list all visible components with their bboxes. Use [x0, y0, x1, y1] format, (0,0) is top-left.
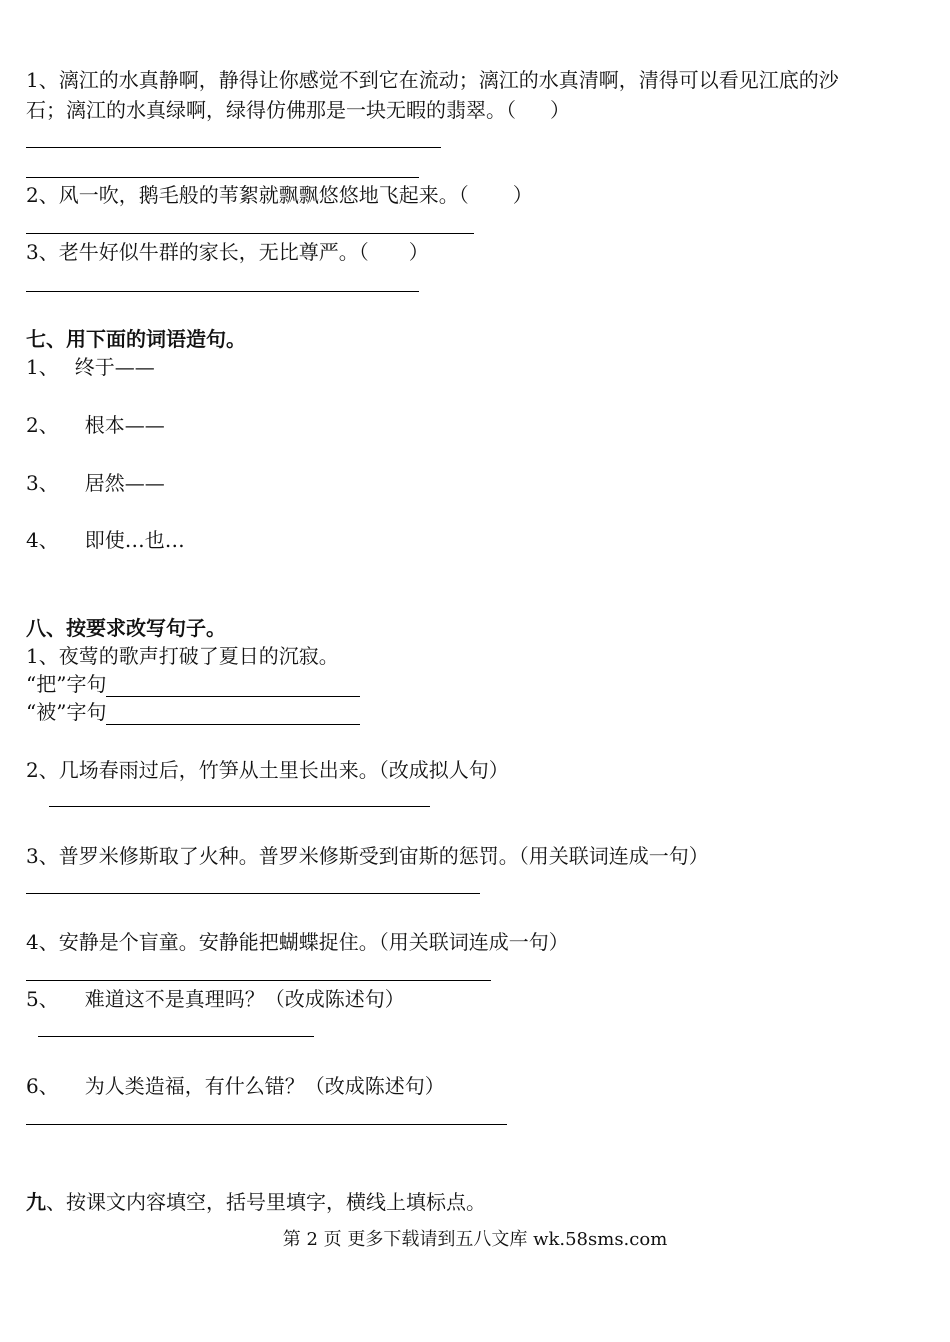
answer-line[interactable]: [26, 233, 474, 234]
sec6-q2: [26, 182, 533, 208]
ba-label: “把”字句: [26, 672, 107, 696]
item-word: 根本——: [84, 413, 165, 437]
answer-paren-open: （: [506, 98, 516, 122]
sec6-q3-text: 3、老牛好似牛群的家长，无比尊严。: [26, 240, 359, 264]
item-number: 2、: [26, 413, 59, 437]
answer-line[interactable]: [26, 177, 419, 178]
sec8-q6-text: 为人类造福，有什么错？（改成陈述句）: [84, 1074, 445, 1098]
item-number: 4、: [26, 528, 59, 552]
answer-line[interactable]: [26, 1124, 507, 1125]
bei-label: “被”字句: [26, 700, 107, 724]
sec7-item-2: [26, 412, 165, 438]
answer-line[interactable]: [26, 893, 480, 894]
item-word: 终于——: [74, 355, 155, 379]
answer-line[interactable]: [26, 980, 491, 981]
sec8-q6: [26, 1073, 445, 1099]
sec8-q3: 3、普罗米修斯取了火种。普罗米修斯受到宙斯的惩罚。（用关联词连成一句）: [26, 844, 709, 868]
answer-line[interactable]: [26, 291, 419, 292]
sec8-q1-ba: [26, 671, 360, 697]
sec8-q2: 2、几场春雨过后，竹笋从土里长出来。（改成拟人句）: [26, 758, 509, 782]
sec9-heading-text: 、按课文内容填空，括号里填字，横线上填标点。: [46, 1190, 486, 1214]
answer-paren-close: ）: [408, 240, 429, 264]
item-number: 5、: [26, 987, 59, 1011]
answer-line[interactable]: [49, 806, 430, 807]
sec7-item-3: [26, 470, 165, 496]
item-number: 3、: [26, 471, 59, 495]
answer-paren-close: ）: [550, 98, 570, 122]
sec6-q1-line2: [26, 97, 570, 123]
sec6-q1-text: 石；漓江的水真绿啊，绿得仿佛那是一块无暇的翡翠。: [26, 98, 506, 122]
sec9-heading: [26, 1189, 486, 1215]
answer-line[interactable]: [106, 702, 360, 725]
answer-paren-close: ）: [512, 183, 533, 207]
item-number: 1、: [26, 355, 59, 379]
page-footer: 第 2 页 更多下载请到五八文库 wk.58sms.com: [282, 1229, 668, 1250]
answer-paren-open: （: [458, 183, 469, 207]
item-word: 即使…也…: [84, 528, 185, 552]
sec8-q1-bei: [26, 699, 360, 725]
sec8-q5-text: 难道这不是真理吗？（改成陈述句）: [84, 987, 405, 1011]
sec6-q3: [26, 239, 429, 265]
sec7-item-1: [26, 354, 155, 380]
sec7-heading: 七、用下面的词语造句。: [26, 327, 246, 351]
sec6-q1-line1: 1、漓江的水真静啊，静得让你感觉不到它在流动；漓江的水真清啊，清得可以看见江底的沙: [26, 68, 839, 92]
item-word: 居然——: [84, 471, 165, 495]
answer-line[interactable]: [106, 674, 360, 697]
answer-paren-open: （: [358, 240, 369, 264]
sec7-item-4: [26, 527, 185, 553]
answer-line[interactable]: [38, 1036, 314, 1037]
sec8-q4: 4、安静是个盲童。安静能把蝴蝶捉住。（用关联词连成一句）: [26, 930, 569, 954]
item-number: 6、: [26, 1074, 59, 1098]
sec9-heading-num: 九: [26, 1190, 46, 1214]
sec6-q2-text: 2、风一吹，鹅毛般的苇絮就飘飘悠悠地飞起来。: [26, 183, 459, 207]
sec8-q1: 1、夜莺的歌声打破了夏日的沉寂。: [26, 644, 339, 668]
sec8-heading: 八、按要求改写句子。: [26, 616, 226, 640]
sec8-q5: [26, 986, 405, 1012]
answer-line[interactable]: [26, 147, 441, 148]
